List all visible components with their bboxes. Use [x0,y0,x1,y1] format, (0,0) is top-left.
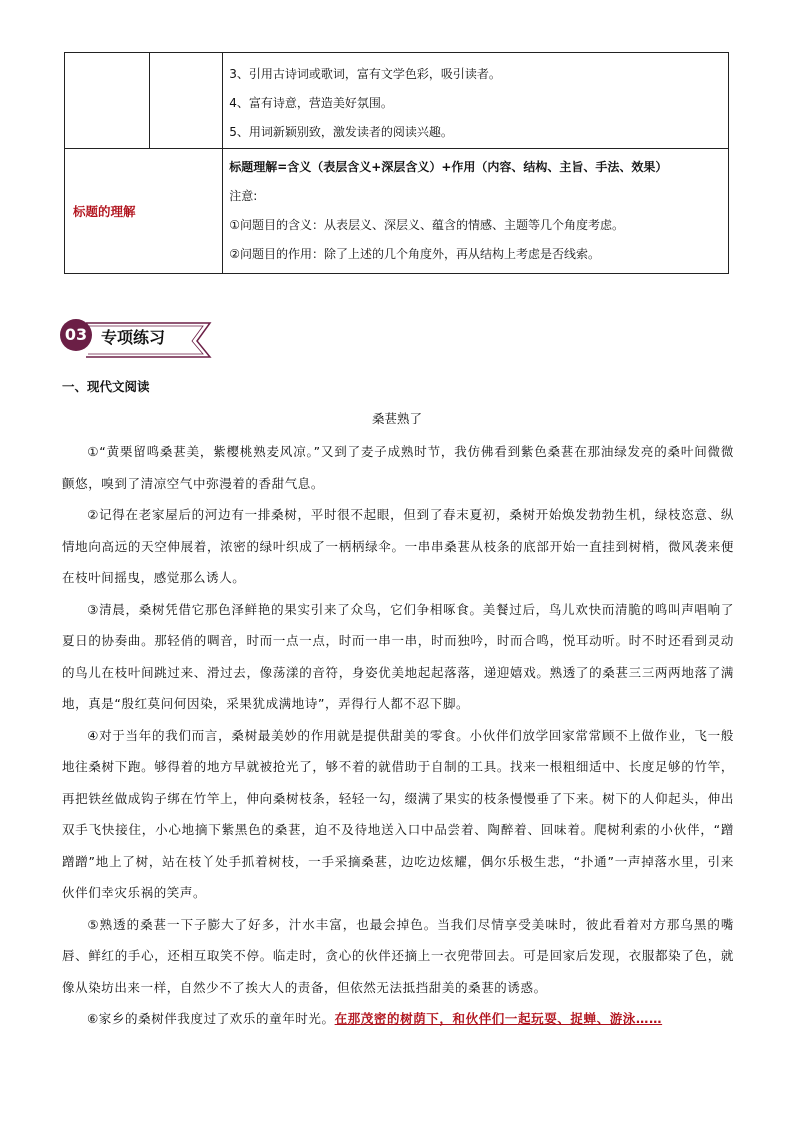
note-line: ②问题目的作用：除了上述的几个角度外，再从结构上考虑是否线索。 [229,247,600,261]
formula-line: 标题理解=含义（表层含义+深层含义）+作用（内容、结构、主旨、手法、效果） [229,160,668,174]
table-cell [150,53,223,149]
section-title: 专项练习 [101,328,166,347]
table-cell [223,53,729,149]
table-line: 5、用词新颖别致，激发读者的阅读兴趣。 [229,125,453,139]
table-line: 3、引用古诗词或歌词，富有文学色彩，吸引读者。 [229,67,501,81]
paragraph: ⑥家乡的桑树伴我度过了欢乐的童年时光。在那茂密的树荫下，和伙伴们一起玩耍、捉蝉、游泳…… [87,1011,663,1026]
paragraph: ③清晨，桑树凭借它那色泽鲜艳的果实引来了众鸟，它们争相啄食。美餐过后，鸟儿欢快而清脆的鸣叫声唱响了夏日的协奏曲。那轻俏的啁音，时而一点一点，时而一串一串，时而独吟，时而合鸣，悦耳动听。时不时还看到灵动的鸟儿在枝叶间跳过来、滑过去，像荡漾的音符，身姿优美地起起落落，递迎嬉戏。熟透了的桑葚三三两两地落了满地，真是“殷红莫问何因染，采果犹成满地诗”，弄得行人都不忍下脚。 [62,601,734,711]
article-body [62,436,734,1035]
note-line: ①问题目的含义：从表层义、深层义、蕴含的情感、主题等几个角度考虑。 [229,218,624,232]
table-line: 4、富有诗意，营造美好氛围。 [229,96,393,110]
title-understanding-label: 标题的理解 [65,149,223,274]
highlighted-sentence: 在那茂密的树荫下，和伙伴们一起玩耍、捉蝉、游泳…… [334,1011,663,1026]
table-row [65,53,729,149]
article-title: 桑葚熟了 [371,411,422,426]
paragraph: ②记得在老家屋后的河边有一排桑树，平时很不起眼，但到了春末夏初，桑树开始焕发勃勃生机，绿枝恣意、纵情地向高远的天空伸展着，浓密的绿叶织成了一柄柄绿伞。一串串桑葚从枝条的底部开始一直挂到树梢，微风袭来便在枝叶间摇曳，感觉那么诱人。 [62,507,734,585]
part-heading: 一、现代文阅读 [62,379,150,394]
table-row [65,149,729,274]
paragraph: ①“黄栗留鸣桑葚美，紫樱桃熟麦风凉。”又到了麦子成熟时节，我仿佛看到紫色桑葚在那油绿发亮的桑叶间微微颤悠，嗅到了清凉空气中弥漫着的香甜气息。 [62,444,734,491]
note-label: 注意: [229,189,258,203]
method-table [64,52,729,274]
section-header [60,319,220,359]
section-number-badge: 03 [60,319,92,351]
paragraph: ④对于当年的我们而言，桑树最美妙的作用就是提供甜美的零食。小伙伴们放学回家常常顾不上做作业，飞一般地往桑树下跑。够得着的地方早就被抢光了，够不着的就借助于自制的工具。找来一根粗细适中、长度足够的竹竿，再把铁丝做成钩子绑在竹竿上，伸向桑树枝条，轻轻一勾，缀满了果实的枝条慢慢垂了下来。树下的人仰起头，伸出双手飞快接住，小心地摘下紫黑色的桑葚，迫不及待地送入口中品尝着、陶醉着、回味着。爬树利索的小伙伴，“蹭蹭蹭”地上了树，站在枝丫处手抓着树枝，一手采摘桑葚，边吃边炫耀，偶尔乐极生悲，“扑通”一声掉落水里，引来伙伴们幸灾乐祸的笑声。 [62,727,734,900]
table-cell [65,53,150,149]
paragraph: ⑤熟透的桑葚一下子膨大了好多，汁水丰富，也最会掉色。当我们尽情享受美味时，彼此看着对方那乌黑的嘴唇、鲜红的手心，还相互取笑不停。临走时，贪心的伙伴还摘上一衣兜带回去。可是回家后发现，衣服都染了色，就像从染坊出来一样，自然少不了挨大人的责备，但依然无法抵挡甜美的桑葚的诱惑。 [62,916,734,995]
table-cell [223,149,729,274]
